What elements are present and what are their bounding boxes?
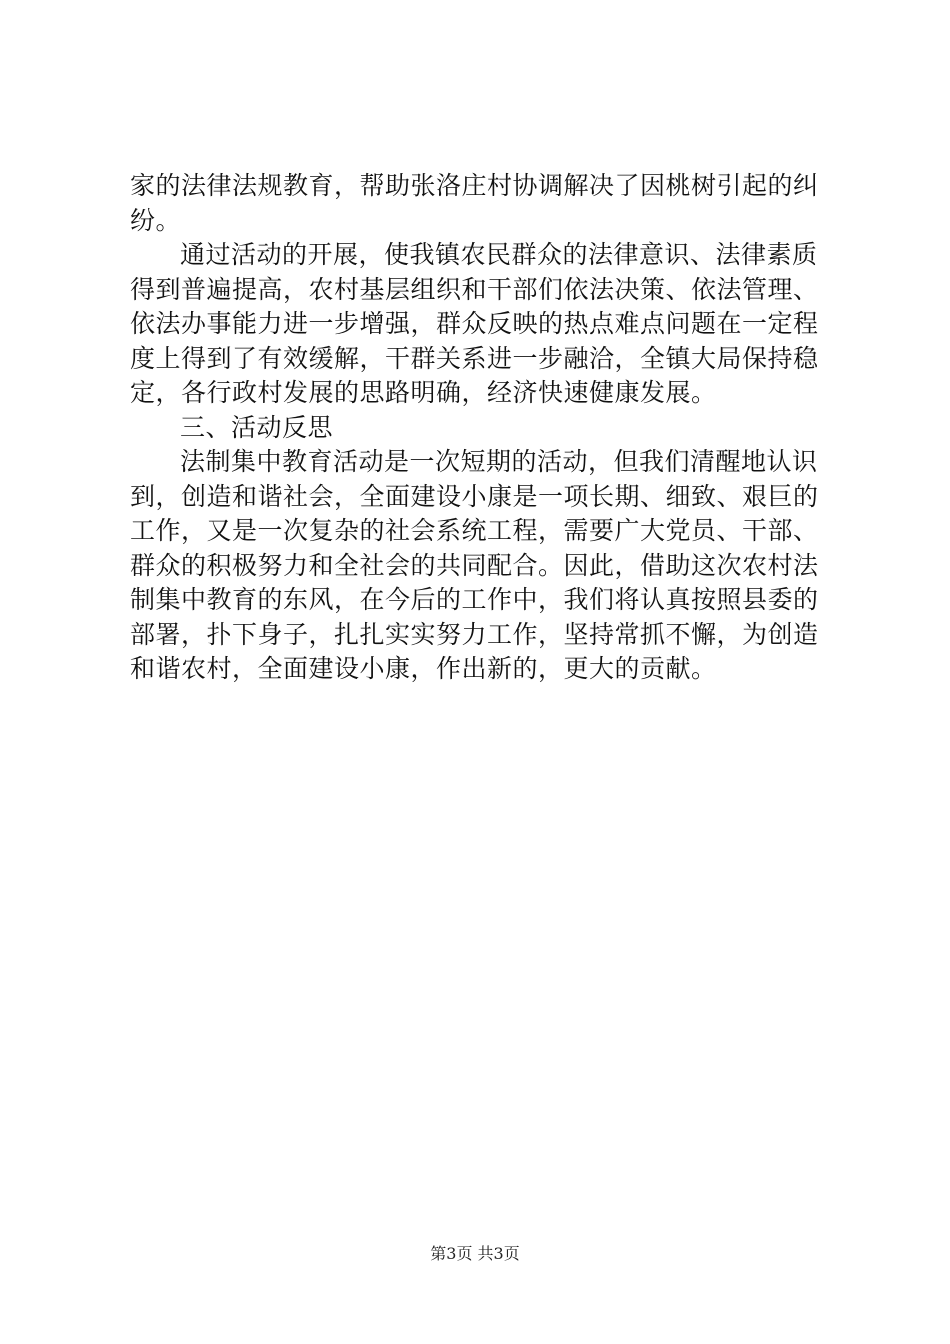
text-line: 和谐农村，全面建设小康，作出新的，更大的贡献。 bbox=[130, 654, 717, 683]
text-line: 家的法律法规教育，帮助张洛庄村协调解决了因桃树引起的纠 bbox=[130, 171, 819, 200]
text-line: 定，各行政村发展的思路明确，经济快速健康发展。 bbox=[130, 378, 717, 407]
text-line: 群众的积极努力和全社会的共同配合。因此，借助这次农村法 bbox=[130, 550, 819, 580]
page-footer bbox=[0, 1243, 950, 1265]
section-heading bbox=[130, 411, 830, 446]
text-line: 部署，扑下身子，扎扎实实努力工作，坚持常抓不懈，为创造 bbox=[130, 619, 819, 649]
text-line: 得到普遍提高，农村基层组织和干部们依法决策、依法管理、 bbox=[130, 274, 819, 304]
text-line: 通过活动的开展，使我镇农民群众的法律意识、法律素质 bbox=[180, 240, 818, 269]
paragraph-reflection bbox=[130, 445, 830, 687]
text-line: 纷。 bbox=[130, 205, 182, 235]
text-line: 制集中教育的东风，在今后的工作中，我们将认真按照县委的 bbox=[130, 585, 819, 614]
page-number: 第3页 共3页 bbox=[430, 1244, 520, 1263]
text-line: 工作，又是一次复杂的社会系统工程，需要广大党员、干部、 bbox=[130, 516, 819, 545]
paragraph-continuation bbox=[130, 169, 830, 238]
text-line: 度上得到了有效缓解，干群关系进一步融洽，全镇大局保持稳 bbox=[130, 343, 819, 373]
text-line: 依法办事能力进一步增强，群众反映的热点难点问题在一定程 bbox=[130, 309, 819, 338]
text-line: 到，创造和谐社会，全面建设小康是一项长期、细致、艰巨的 bbox=[130, 481, 819, 511]
text-line: 法制集中教育活动是一次短期的活动，但我们清醒地认识 bbox=[180, 447, 818, 476]
document-body bbox=[130, 169, 830, 687]
section-heading-text: 三、活动反思 bbox=[180, 412, 334, 442]
paragraph-results bbox=[130, 238, 830, 411]
